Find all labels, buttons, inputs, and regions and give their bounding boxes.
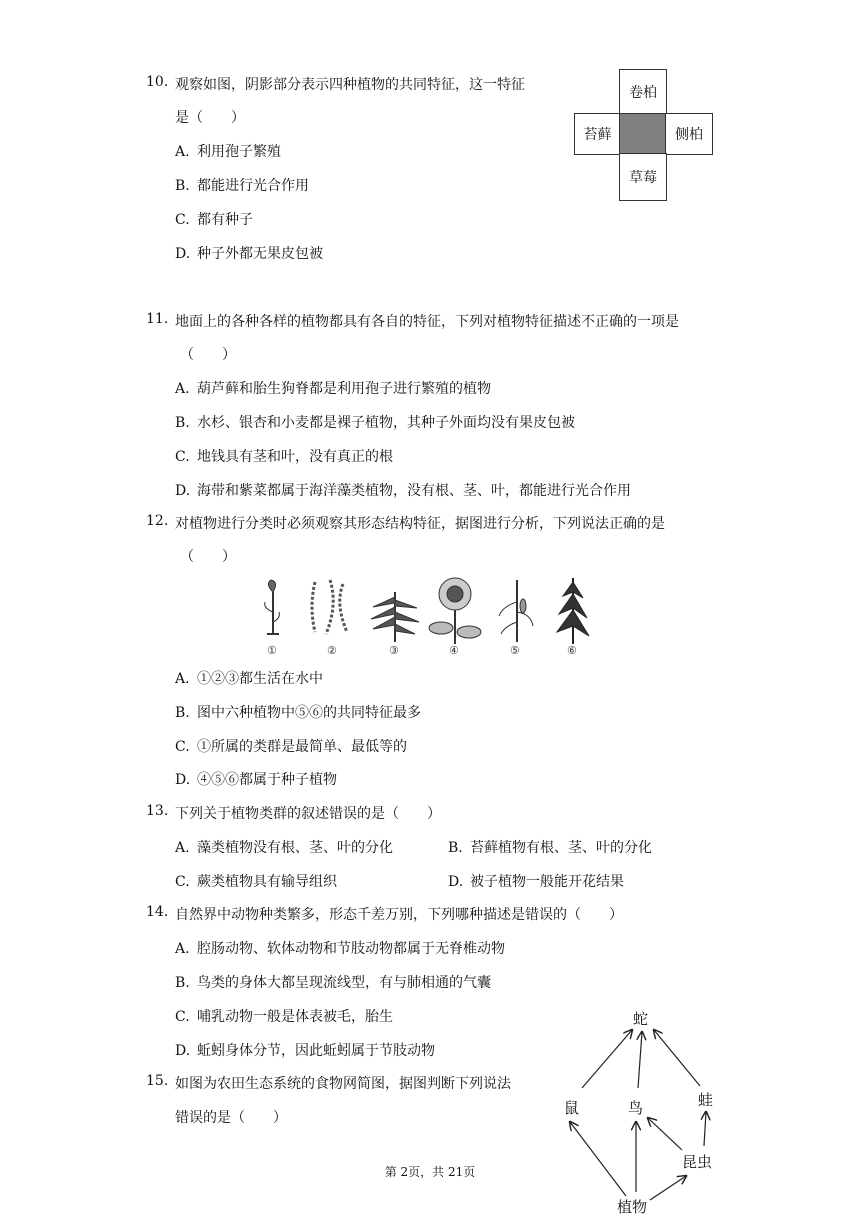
option-text: 被子植物一般能开花结果 [470,874,624,890]
plant-illustrations [255,572,605,660]
food-web-insect: 昆虫 [682,1153,713,1171]
plant-label-1: ① [267,644,277,657]
plant-label-4: ④ [449,644,459,657]
option-letter: D. [175,246,191,262]
q13-option-b [448,837,652,857]
option-letter: B. [448,840,463,856]
cross-center-shaded [619,113,667,155]
q13-stem: 下列关于植物类群的叙述错误的是（ ） [175,806,441,822]
plant-label-5: ⑤ [510,644,520,657]
q11-option-a [175,378,491,398]
q10-stem-line1: 观察如图，阴影部分表示四种植物的共同特征，这一特征 [175,77,525,93]
q15-stem-line2: 错误的是（ ） [175,1110,287,1126]
option-text: 苔藓植物有根、茎、叶的分化 [470,840,652,856]
plant-5-illustration [499,580,533,642]
option-letter: C. [175,212,190,228]
option-text: 种子外都无果皮包被 [197,246,323,262]
q12-plant-figure [255,572,605,660]
food-web-mouse: 鼠 [564,1099,580,1117]
plant-1-illustration [265,580,280,634]
option-text: 地钱具有茎和叶，没有真正的根 [197,449,393,465]
q13-number: 13. [146,803,169,819]
option-letter: C. [175,1009,190,1025]
option-text: 藻类植物没有根、茎、叶的分化 [197,840,393,856]
plant-4-illustration [429,578,481,644]
option-text: 都有种子 [197,212,253,228]
cross-right: 侧柏 [665,113,713,155]
q15-stem-line1: 如图为农田生态系统的食物网简图，据图判断下列说法 [175,1076,511,1092]
q11-option-b [175,412,575,432]
q14-option-b [175,972,491,992]
option-letter: D. [175,1043,191,1059]
q13-option-c [175,871,337,891]
q12-option-b [175,702,421,722]
q12-option-c [175,736,407,756]
option-text: 海带和紫菜都属于海洋藻类植物，没有根、茎、叶，都能进行光合作用 [197,483,631,499]
food-web-plant: 植物 [617,1198,648,1216]
option-letter: D. [448,874,464,890]
q11-option-c [175,446,393,466]
food-web-frog: 蛙 [698,1091,714,1109]
option-letter: B. [175,415,190,431]
q10-number: 10. [146,74,169,90]
food-web-arrows [550,1000,750,1216]
option-text: ④⑤⑥都属于种子植物 [197,772,337,788]
option-text: ①②③都生活在水中 [197,671,323,687]
option-letter: D. [175,483,191,499]
option-letter: C. [175,449,190,465]
option-text: 腔肠动物、软体动物和节肢动物都属于无脊椎动物 [197,941,505,957]
food-web-snake: 蛇 [633,1010,649,1028]
q10-option-a [175,141,281,161]
plant-label-3: ③ [389,644,399,657]
q12-stem-line1: 对植物进行分类时必须观察其形态结构特征，据图进行分析，下列说法正确的是 [175,516,665,532]
q12-stem-line2: （ ） [180,549,236,565]
q11-stem-line1: 地面上的各种各样的植物都具有各自的特征，下列对植物特征描述不正确的一项是 [175,314,679,330]
option-letter: B. [175,178,190,194]
plant-label-2: ② [327,644,337,657]
option-text: 利用孢子繁殖 [197,144,281,160]
q14-option-a [175,938,505,958]
q13-option-a [175,837,393,857]
q12-number: 12. [146,513,169,529]
q14-stem: 自然界中动物种类繁多，形态千差万别，下列哪种描述是错误的（ ） [175,907,623,923]
q10-stem-line2: 是（ ） [175,110,245,126]
food-web-bird: 鸟 [628,1099,644,1117]
option-text: 水杉、银杏和小麦都是裸子植物，其种子外面均没有果皮包被 [197,415,575,431]
q10-option-c [175,209,253,229]
q12-option-a [175,668,323,688]
plant-3-illustration [371,592,419,642]
option-letter: A. [175,381,190,397]
plant-label-6: ⑥ [567,644,577,657]
option-letter: A. [175,144,190,160]
q14-option-c [175,1006,393,1026]
option-text: 葫芦藓和胎生狗脊都是利用孢子进行繁殖的植物 [197,381,491,397]
option-text: 都能进行光合作用 [197,178,309,194]
q15-number: 15. [146,1073,169,1089]
cross-bottom: 草莓 [619,153,667,201]
q11-option-d [175,480,631,500]
cross-left: 苔藓 [574,113,621,155]
plant-2-illustration [312,580,347,634]
q13-option-d [448,871,624,891]
cross-top: 卷柏 [619,69,667,115]
option-letter: A. [175,671,190,687]
option-letter: B. [175,975,190,991]
option-letter: A. [175,941,190,957]
option-text: 蕨类植物具有输导组织 [197,874,337,890]
q14-number: 14. [146,904,169,920]
page-footer: 第 2页，共 21页 [384,1165,476,1179]
plant-6-illustration [557,578,589,644]
option-text: 鸟类的身体大都呈现流线型，有与肺相通的气囊 [197,975,491,991]
option-text: 图中六种植物中⑤⑥的共同特征最多 [197,705,421,721]
option-letter: C. [175,874,190,890]
option-text: 哺乳动物一般是体表被毛，胎生 [197,1009,393,1025]
q12-option-d [175,769,337,789]
option-text: ①所属的类群是最简单、最低等的 [197,739,407,755]
option-letter: B. [175,705,190,721]
q11-stem-line2: （ ） [180,347,236,363]
option-letter: D. [175,772,191,788]
q10-option-b [175,175,309,195]
q14-option-d [175,1040,435,1060]
q10-option-d [175,243,323,263]
option-text: 蚯蚓身体分节，因此蚯蚓属于节肢动物 [197,1043,435,1059]
q11-number: 11. [146,311,169,327]
option-letter: A. [175,840,190,856]
option-letter: C. [175,739,190,755]
